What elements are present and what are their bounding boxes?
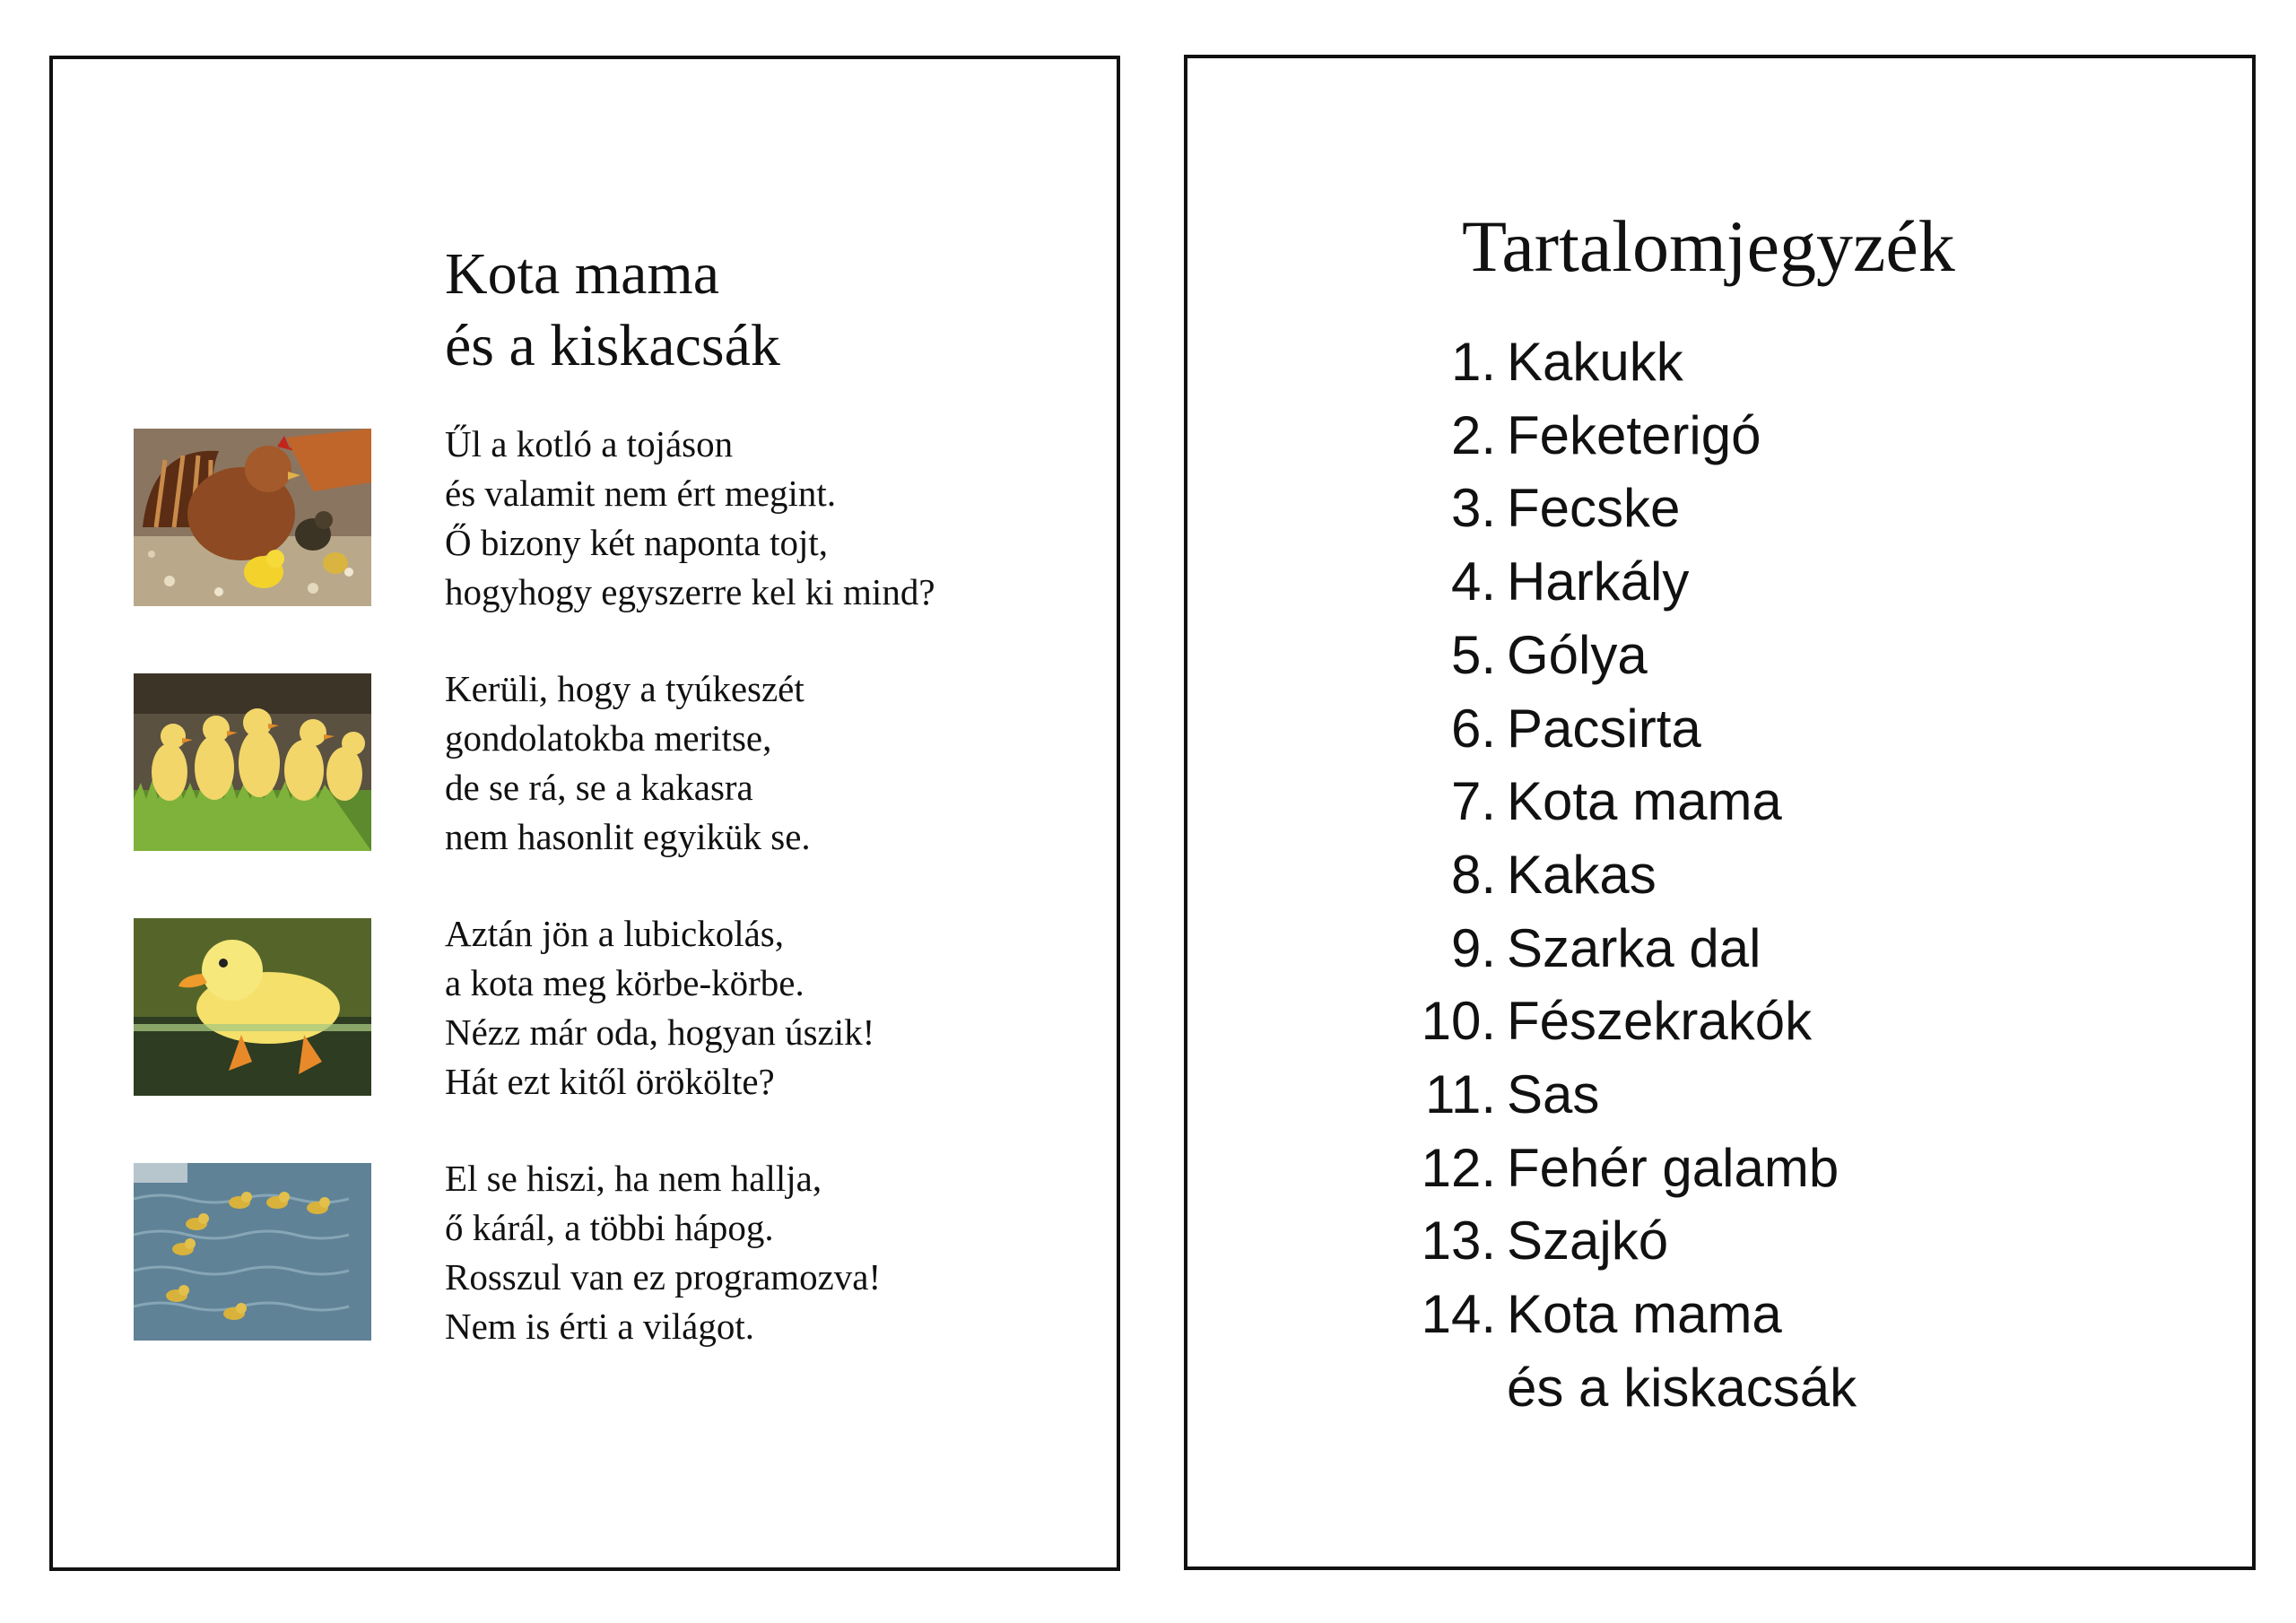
- stanza-4: [445, 1154, 881, 1351]
- toc-item-number: 6.: [1450, 698, 1496, 759]
- duckling-swimming-photo: [134, 918, 371, 1096]
- stanza-2: [445, 664, 811, 862]
- toc-item-number: 1.: [1450, 332, 1496, 392]
- toc-item-number: 9.: [1450, 917, 1496, 978]
- stanza-line: Nem is érti a világot.: [445, 1306, 754, 1347]
- toc-item-number: 12.: [1421, 1137, 1496, 1198]
- toc-item: [1412, 912, 1857, 985]
- toc-item-number: 14.: [1421, 1284, 1496, 1345]
- stanza-line: hogyhogy egyszerre kel ki mind?: [445, 571, 935, 612]
- toc-item: [1412, 692, 1857, 766]
- toc-item-number: 11.: [1425, 1064, 1496, 1125]
- stanza-line: Ő bizony két naponta tojt,: [445, 522, 828, 563]
- stanza-line: a kota meg körbe-körbe.: [445, 962, 804, 1003]
- stanza-row-2: [134, 668, 1084, 862]
- toc-item-label: Gólya: [1507, 624, 1648, 685]
- toc-item: [1412, 619, 1857, 692]
- toc-item-label: Feketerigó: [1507, 404, 1761, 465]
- poem-title: [445, 239, 780, 382]
- toc-item-label: Kota mama és a kiskacsák: [1507, 1284, 1857, 1418]
- toc-item-number: 2.: [1450, 404, 1496, 465]
- ducklings-on-water-photo: [134, 1163, 371, 1341]
- stanza-row-4: [134, 1158, 1084, 1351]
- poem-title-line-1: Kota mama: [445, 241, 720, 307]
- toc-item-number: 10.: [1421, 991, 1496, 1052]
- stanza-line: El se hiszi, ha nem hallja,: [445, 1158, 822, 1199]
- toc-item-label: Sas: [1507, 1064, 1600, 1125]
- toc-item: [1412, 325, 1857, 399]
- stanza-1: [445, 420, 935, 617]
- toc-item: [1412, 399, 1857, 473]
- stanza-3: [445, 909, 874, 1107]
- stanza-line: és valamit nem ért megint.: [445, 473, 837, 514]
- toc-item: [1412, 1058, 1857, 1132]
- stanza-line: nem hasonlit egyikük se.: [445, 816, 811, 857]
- toc-item-label: Szajkó: [1507, 1211, 1669, 1271]
- toc-item: [1412, 985, 1857, 1058]
- stanza-row-1: [134, 423, 1084, 617]
- toc-item-number: 8.: [1450, 844, 1496, 905]
- stanza-row-3: [134, 913, 1084, 1107]
- stanza-line: de se rá, se a kakasra: [445, 767, 753, 808]
- toc-item-label: Pacsirta: [1507, 698, 1701, 759]
- toc-item-label: Kakas: [1507, 844, 1657, 905]
- toc-list: [1412, 325, 1857, 1425]
- stanza-line: Kerüli, hogy a tyúkeszét: [445, 668, 804, 709]
- toc-item-label: Kakukk: [1507, 332, 1683, 392]
- stanza-line: ő kárál, a többi hápog.: [445, 1207, 774, 1248]
- toc-page: [1184, 55, 2256, 1570]
- toc-item-number: 13.: [1421, 1211, 1496, 1271]
- toc-item: [1412, 1204, 1857, 1278]
- ducklings-on-grass-photo: [134, 673, 371, 851]
- toc-item-label: Harkály: [1507, 551, 1690, 612]
- stanza-line: Rosszul van ez programozva!: [445, 1256, 882, 1298]
- toc-item-label: Kota mama: [1507, 771, 1782, 832]
- toc-item-number: 4.: [1450, 551, 1496, 612]
- toc-item: [1412, 1278, 1857, 1424]
- toc-item: [1412, 765, 1857, 838]
- toc-item-label: Fészekrakók: [1507, 991, 1813, 1052]
- toc-item-label: Fehér galamb: [1507, 1137, 1839, 1198]
- poem-title-line-2: és a kiskacsák: [445, 313, 780, 378]
- toc-item: [1412, 1132, 1857, 1205]
- stanza-line: Aztán jön a lubickolás,: [445, 913, 785, 954]
- toc-item-label: Fecske: [1507, 478, 1681, 539]
- toc-item: [1412, 472, 1857, 545]
- toc-item-label: Szarka dal: [1507, 917, 1761, 978]
- stanza-line: Hát ezt kitől örökölte?: [445, 1061, 775, 1102]
- hen-with-chicks-photo: [134, 429, 371, 606]
- toc-item: [1412, 545, 1857, 619]
- toc-item-number: 5.: [1450, 624, 1496, 685]
- stanza-line: Űl a kotló a tojáson: [445, 423, 734, 464]
- poem-page: [49, 56, 1120, 1571]
- toc-item-number: 3.: [1450, 478, 1496, 539]
- toc-item-number: 7.: [1450, 771, 1496, 832]
- toc-title: Tartalomjegyzék: [1462, 205, 1955, 287]
- stanza-line: gondolatokba meritse,: [445, 717, 772, 759]
- stanza-line: Nézz már oda, hogyan úszik!: [445, 1011, 875, 1053]
- toc-item: [1412, 838, 1857, 912]
